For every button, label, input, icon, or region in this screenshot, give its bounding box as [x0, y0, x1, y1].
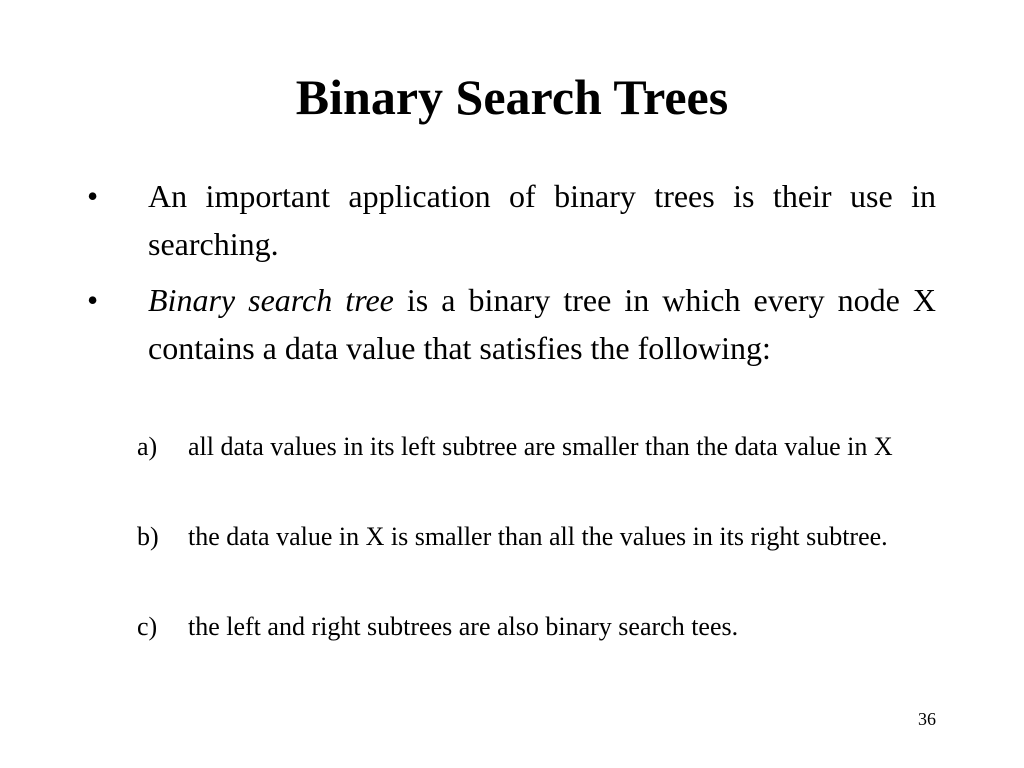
page-number: 36	[918, 709, 936, 729]
bullet-text-rest: is a binary tree in which every node X contains a data value that satisfies the following:	[148, 282, 937, 366]
bullet-item	[87, 276, 936, 372]
bullet-mark: •	[87, 282, 99, 318]
bullet-text: An important application of binary trees is their use in searching.	[148, 178, 936, 262]
sub-list-marker: b)	[137, 522, 159, 551]
bullet-item	[87, 172, 936, 268]
sub-list-item	[137, 606, 936, 648]
bullet-mark: •	[87, 178, 99, 214]
sub-list-marker: a)	[137, 432, 158, 461]
sub-list-text: the left and right subtrees are also binary search tees.	[188, 612, 739, 641]
bullet-text	[148, 276, 936, 372]
sub-list-marker: c)	[137, 612, 158, 641]
sub-list-item	[137, 426, 936, 468]
sub-list-item	[137, 516, 936, 558]
sub-list-text: the data value in X is smaller than all the values in its right subtree.	[188, 522, 888, 551]
bullet-emphasis-term: Binary search tree	[148, 282, 394, 318]
slide-title: Binary Search Trees	[295, 69, 729, 125]
sub-list-text: all data values in its left subtree are smaller than the data value in X	[188, 432, 893, 461]
